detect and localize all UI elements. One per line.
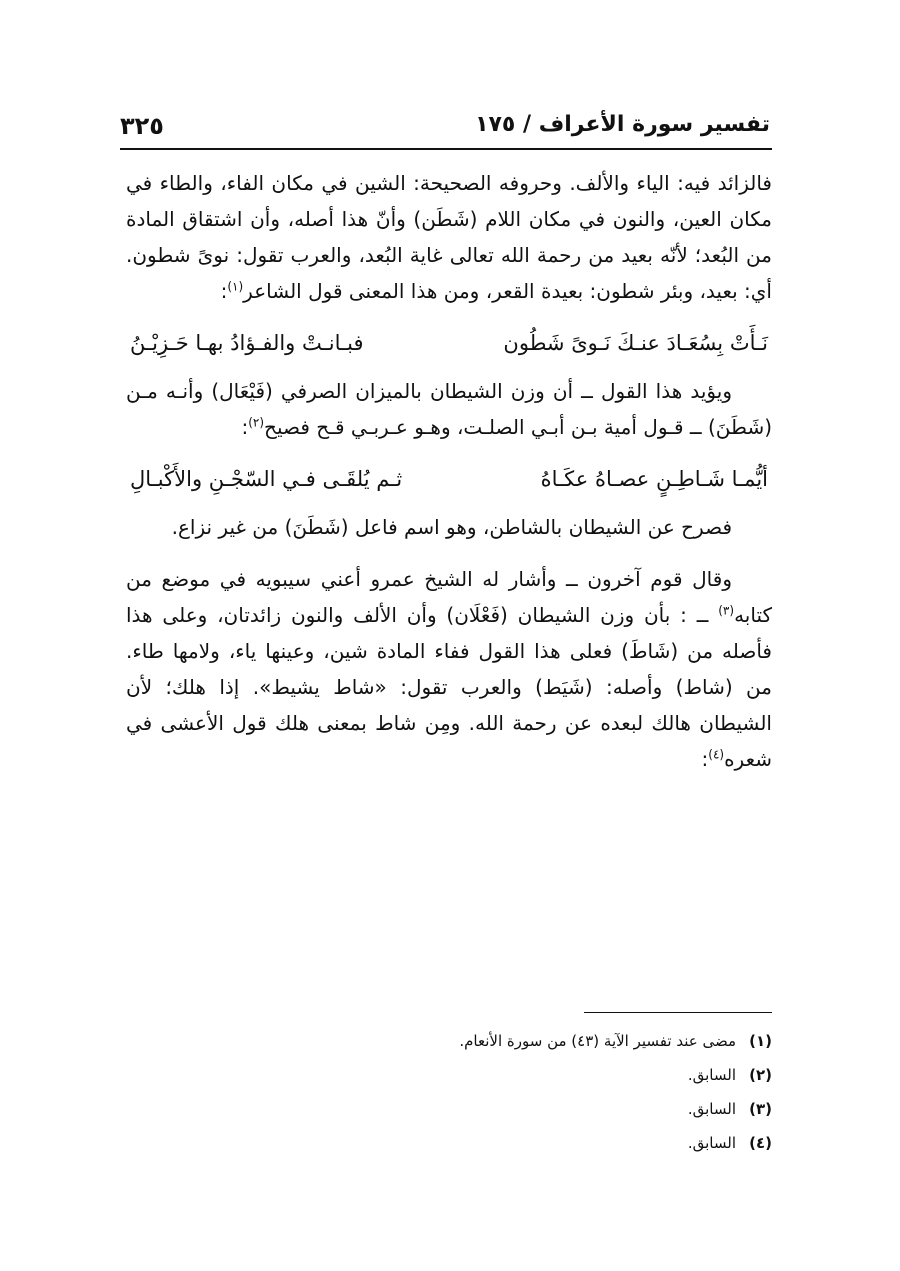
verse-1 bbox=[126, 323, 772, 363]
paragraph-3: فصرح عن الشيطان بالشاطن، وهو اسم فاعل (شَطَنَ) من غير نزاع. bbox=[171, 515, 732, 539]
verse-1-second-hemistich: فبـانـتْ والفـؤادُ بهـا حَـزِيْـنُ bbox=[130, 331, 364, 355]
footnote-4-number: (٤) bbox=[749, 1134, 772, 1152]
running-title: تفسير سورة الأعراف / ١٧٥ bbox=[475, 112, 770, 137]
footnote-4 bbox=[132, 1126, 772, 1160]
footnotes bbox=[132, 1024, 772, 1160]
paragraph-4-text-b: ــ : بأن وزن الشيطان (فَعْلَان) وأن الألف والنون زائدتان، وعلى هذا فأصله من (شَاطَ) فعلى هذا القول ففاء المادة شين، وعينها ياء، ولامها طاء. من (شاط) وأصله: (شَيَط) والعرب تقول: «شاط يشيط». إذا هلك؛ لأن الشيطان هالك لبعده عن رحمة الله. ومِن شاط بمعنى هلك قول الأعشى في شعره bbox=[126, 603, 772, 771]
footnote-1-text: مضى عند تفسير الآية (٤٣) من سورة الأنعام. bbox=[459, 1032, 736, 1050]
paragraph-4-text-a: وقال قوم آخرون ــ وأشار له الشيخ عمرو أعني سيبويه في موضع من كتابه bbox=[126, 567, 773, 627]
footnote-3 bbox=[132, 1092, 772, 1126]
paragraph-1-end: : bbox=[220, 279, 228, 303]
paragraph-2-end: : bbox=[241, 415, 249, 439]
paragraph-1-text: فالزائد فيه: الياء والألف. وحروفه الصحيحة: الشين في مكان الفاء، والطاء في مكان العين، والنون في مكان اللام (شَطَن) وأنّ هذا أصله، وأن اشتقاق المادة من البُعد؛ لأنّه بعيد من رحمة الله تعالى غاية البُعد، والعرب تقول: نوىً شطون. أي: بعيد، وبئر شطون: بعيدة القعر، ومن هذا المعنى قول الشاعر bbox=[126, 171, 772, 303]
paragraph-2-text: ويؤيد هذا القول ــ أن وزن الشيطان بالميزان الصرفي (فَيْعَال) وأنـه مـن (شَطَنَ) ــ قـول أمية بـن أبـي الصلـت، وهـو عـربـي قـح فصيح bbox=[126, 379, 772, 439]
paragraph-2 bbox=[126, 373, 772, 445]
footnote-2-number: (٢) bbox=[749, 1066, 772, 1084]
footnote-ref-4: (٤) bbox=[708, 747, 725, 762]
footnote-1 bbox=[132, 1024, 772, 1058]
page-header bbox=[120, 112, 770, 152]
verse-2-second-hemistich: ثـم يُلقَـى فـي السّجْـنِ والأَكْبـالِ bbox=[130, 467, 403, 491]
paragraph-4-end: : bbox=[701, 747, 709, 771]
page-number: ٣٢٥ bbox=[120, 112, 164, 140]
footnote-3-text: السابق. bbox=[687, 1100, 736, 1118]
footnote-ref-1: (١) bbox=[227, 279, 244, 294]
verse-2 bbox=[126, 459, 772, 499]
footnote-4-text: السابق. bbox=[687, 1134, 736, 1152]
footnote-1-number: (١) bbox=[749, 1032, 772, 1050]
paragraph-4 bbox=[126, 561, 772, 777]
verse-2-first-hemistich: أيُّمـا شَـاطِـنٍ عصـاهُ عكَـاهُ bbox=[540, 467, 768, 491]
footnote-ref-2: (٢) bbox=[248, 415, 265, 430]
footnote-3-number: (٣) bbox=[749, 1100, 772, 1118]
verse-1-first-hemistich: نَـأَتْ بِسُعَـادَ عنـكَ نَـوىً شَطُون bbox=[503, 331, 768, 355]
footnote-2-text: السابق. bbox=[687, 1066, 736, 1084]
header-rule bbox=[120, 148, 772, 150]
footnote-ref-3: (٣) bbox=[718, 603, 735, 618]
page-body bbox=[126, 165, 772, 777]
footnote-rule bbox=[584, 1012, 772, 1013]
paragraph-1 bbox=[126, 165, 772, 309]
footnote-2 bbox=[132, 1058, 772, 1092]
